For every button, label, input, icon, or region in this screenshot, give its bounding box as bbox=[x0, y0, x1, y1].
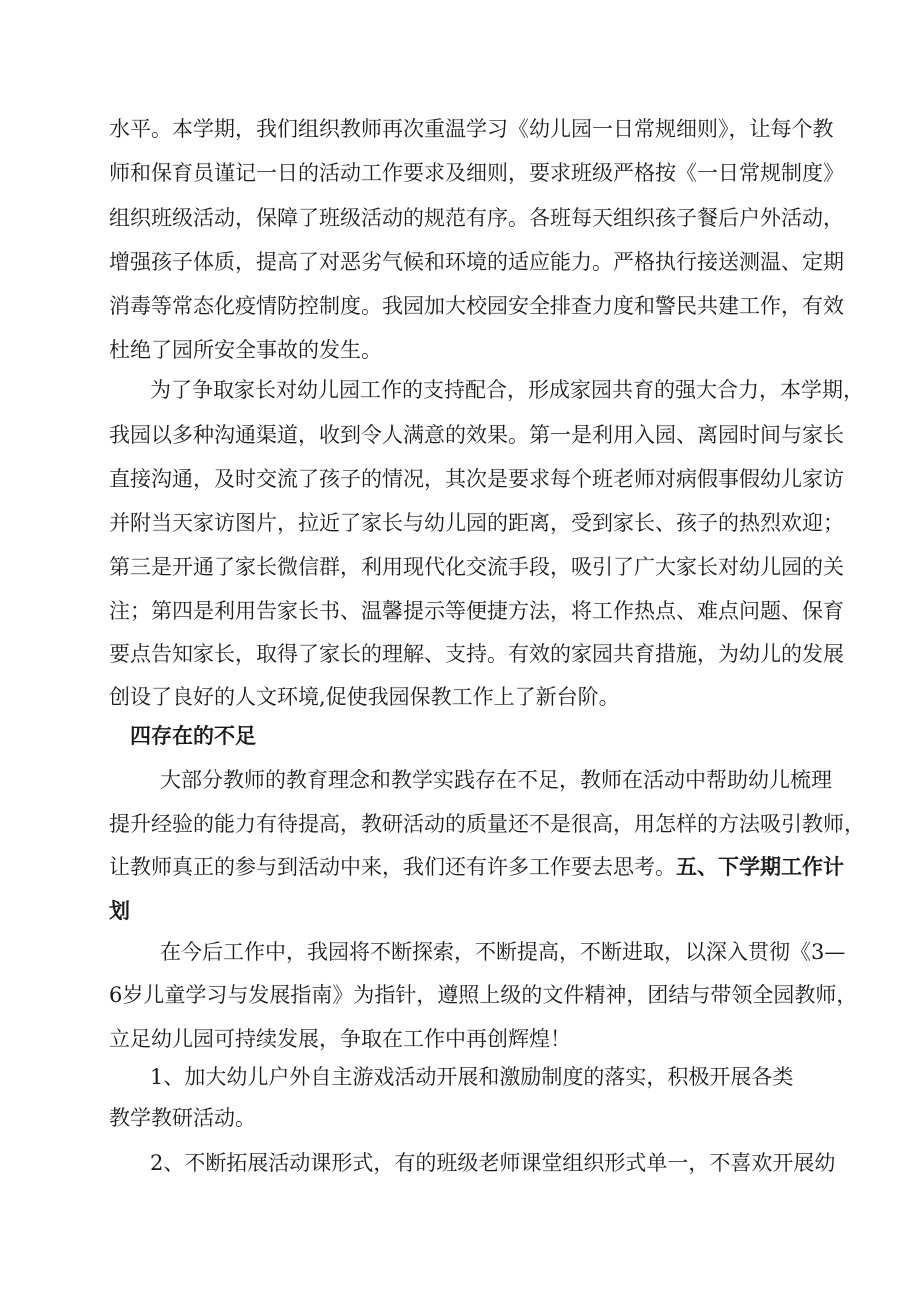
paragraph-line: 6岁儿童学习与发展指南》为指针，遵照上级的文件精神，团结与带领全园教师， bbox=[109, 983, 858, 1007]
paragraph-line: 创设了良好的人文环境,促使我园保教工作上了新台阶。 bbox=[109, 685, 620, 709]
section-heading: 五、下学期工作计 bbox=[676, 855, 844, 879]
paragraph-line: 为了争取家长对幼儿园工作的支持配合，形成家园共育的强大合力，本学期， bbox=[150, 378, 864, 402]
paragraph-line: 杜绝了园所安全事故的发生。 bbox=[109, 338, 382, 362]
paragraph-text: 让教师真正的参与到活动中来，我们还有许多工作要去思考。 bbox=[109, 855, 676, 879]
paragraph-line: 立足幼儿园可持续发展，争取在工作中再创辉煌！ bbox=[109, 1027, 571, 1051]
section-heading: 四存在的不足 bbox=[130, 724, 256, 748]
paragraph-line: 水平。本学期，我们组织教师再次重温学习《幼儿园一日常规细则》，让每个教 bbox=[109, 117, 834, 141]
paragraph-line: 增强孩子体质，提高了对恶劣气候和环境的适应能力。严格执行接送测温、定期 bbox=[109, 250, 844, 274]
paragraph-line: 注；第四是利用告家长书、温馨提示等便捷方法，将工作热点、难点问题、保育 bbox=[109, 599, 844, 623]
paragraph-line: 我园以多种沟通渠道，收到令人满意的效果。第一是利用入园、离园时间与家长 bbox=[109, 423, 844, 447]
list-item-line: 1、加大幼儿户外自主游戏活动开展和激励制度的落实，积极开展各类 bbox=[150, 1065, 794, 1089]
paragraph-line: 要点告知家长，取得了家长的理解、支持。有效的家园共育措施，为幼儿的发展 bbox=[109, 642, 844, 666]
paragraph-line: 大部分教师的教育理念和教学实践存在不足，教师在活动中帮助幼儿梳理 bbox=[160, 768, 832, 792]
paragraph-line: 提升经验的能力有待提高，教研活动的质量还不是很高，用怎样的方法吸引教师， bbox=[109, 812, 865, 836]
list-item-line: 2、不断拓展活动课形式，有的班级老师课堂组织形式单一，不喜欢开展幼 bbox=[150, 1151, 836, 1175]
paragraph-line: 并附当天家访图片，拉近了家长与幼儿园的距离，受到家长、孩子的热烈欢迎； bbox=[109, 511, 844, 535]
paragraph-line: 师和保育员谨记一日的活动工作要求及细则，要求班级严格按《一日常规制度》 bbox=[109, 161, 844, 185]
paragraph-line: 消毒等常态化疫情防控制度。我园加大校园安全排查力度和警民共建工作，有效 bbox=[109, 294, 844, 318]
section-heading-continued: 划 bbox=[109, 899, 130, 923]
paragraph-line: 直接沟通，及时交流了孩子的情况，其次是要求每个班老师对病假事假幼儿家访 bbox=[109, 467, 844, 491]
paragraph-line bbox=[109, 852, 844, 882]
paragraph-line: 第三是开通了家长微信群，利用现代化交流手段，吸引了广大家长对幼儿园的关 bbox=[109, 555, 844, 579]
paragraph-line: 在今后工作中，我园将不断探索，不断提高，不断进取，以深入贯彻《3— bbox=[160, 940, 846, 964]
paragraph-line: 组织班级活动，保障了班级活动的规范有序。各班每天组织孩子餐后户外活动， bbox=[109, 206, 844, 230]
list-item-line: 教学教研活动。 bbox=[109, 1106, 256, 1130]
